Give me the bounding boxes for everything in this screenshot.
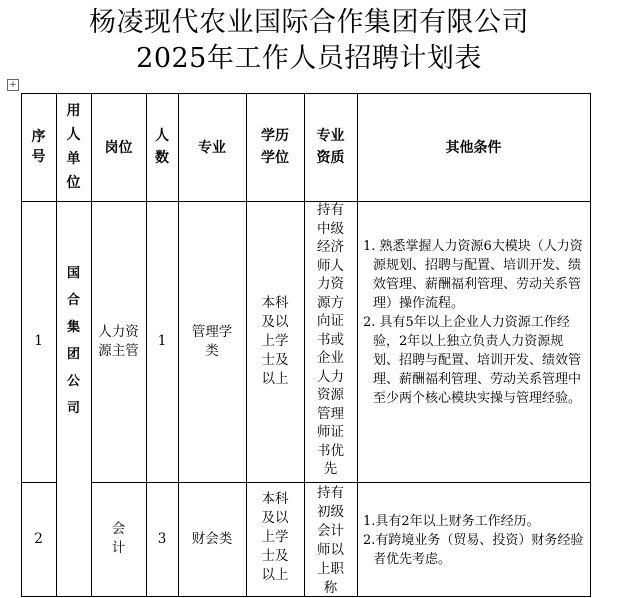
header-count: 人数 <box>155 128 169 166</box>
header-major: 专业 <box>198 140 226 156</box>
row-2-condition-2: 2.有跨境业务（贸易、投资）财务经验者优先考虑。 <box>363 533 584 567</box>
row-1-condition-2: 2. 具有5年以上企业人力资源工作经验，2年以上独立负责人力资源规划、招聘与配置、培训开发、绩效管理、薪酬福利管理、劳动关系管理中至少两个核心模块实操与管理经验。 <box>363 315 582 406</box>
document-subtitle: 2025年工作人员招聘计划表 <box>136 43 482 74</box>
row-1-qualification: 持有中级经济师人力资源方向证书或企业人力资源管理师证书优先 <box>317 202 344 477</box>
move-handle-icon[interactable]: + <box>7 79 19 91</box>
header-position: 岗位 <box>104 140 133 156</box>
row-2-qualification: 持有初级会计师以上职称 <box>317 485 344 596</box>
header-education: 学历学位 <box>261 128 289 166</box>
row-1-index: 1 <box>34 333 43 349</box>
row-2-position: 会计 <box>111 521 126 556</box>
row-2-count: 3 <box>157 530 167 547</box>
row-2-other-conditions <box>363 512 585 569</box>
row-1-other-conditions <box>363 237 585 408</box>
row-1-position: 人力资源主管 <box>98 323 139 359</box>
row-1-condition-1: 1. 熟悉掌握人力资源6大模块（人力资源规划、招聘与配置、培训开发、绩效管理、薪酬福利管理、劳动关系管理）操作流程。 <box>363 239 583 311</box>
unit-name-cell: 国合集团公司 <box>66 265 80 416</box>
row-1-major: 管理学类 <box>191 323 233 359</box>
row-2-index: 2 <box>34 530 43 547</box>
row-1-education: 本科及以上学士及以上 <box>261 295 289 387</box>
header-qualification: 专业资质 <box>316 128 345 166</box>
row-1-count: 1 <box>157 333 167 349</box>
document-title: 杨凌现代农业国际合作集团有限公司 <box>89 7 529 38</box>
header-unit: 用人单位 <box>66 103 81 191</box>
row-2-major: 财会类 <box>191 530 233 547</box>
header-other: 其他条件 <box>445 140 502 156</box>
row-2-education: 本科及以上学士及以上 <box>261 491 289 583</box>
header-index: 序号 <box>31 129 46 165</box>
row-2-condition-1: 1.具有2年以上财务工作经历。 <box>363 514 540 529</box>
